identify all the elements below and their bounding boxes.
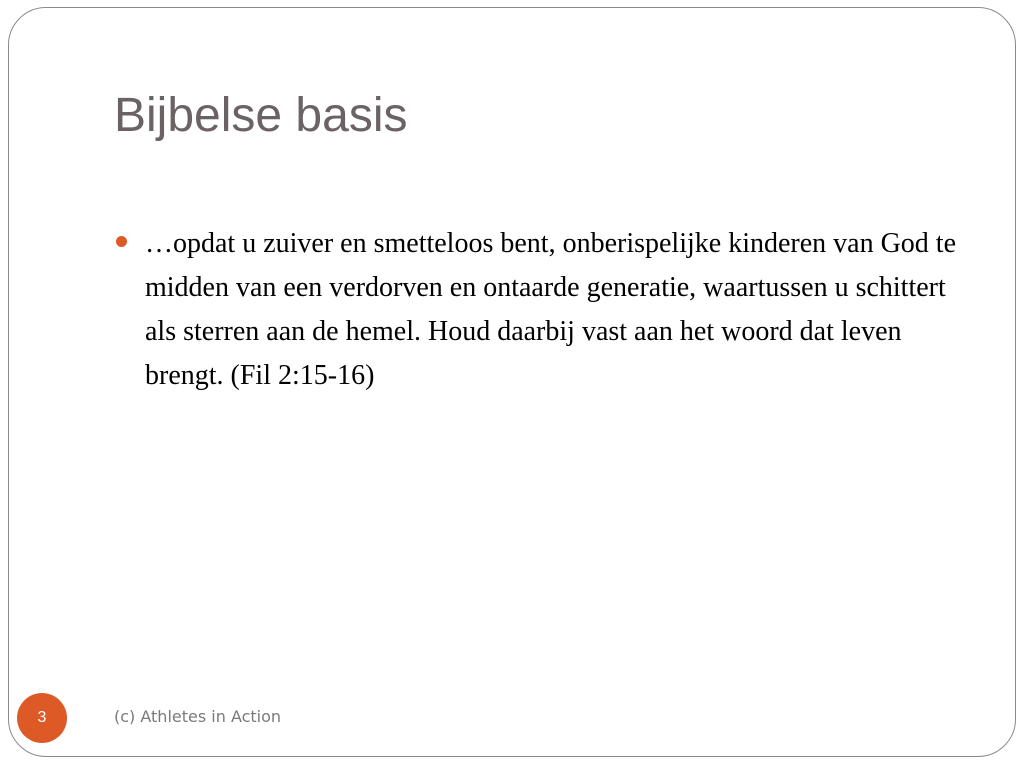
bullet-item (114, 222, 974, 398)
slide-number-badge: 3 (17, 693, 67, 743)
footer-text: (c) Athletes in Action (114, 707, 282, 726)
bullet-dot-icon (116, 236, 127, 247)
slide-title: Bijbelse basis (114, 89, 408, 142)
bullet-text: …opdat u zuiver en smetteloos bent, onberispelijke kinderen van God te midden van een verdorven en ontaarde generatie, waartussen u schittert als sterren aan de hemel. Houd daarbij vast aan het woord dat leven brengt. (Fil 2:15-16) (145, 228, 957, 391)
bullet-list (114, 222, 974, 398)
